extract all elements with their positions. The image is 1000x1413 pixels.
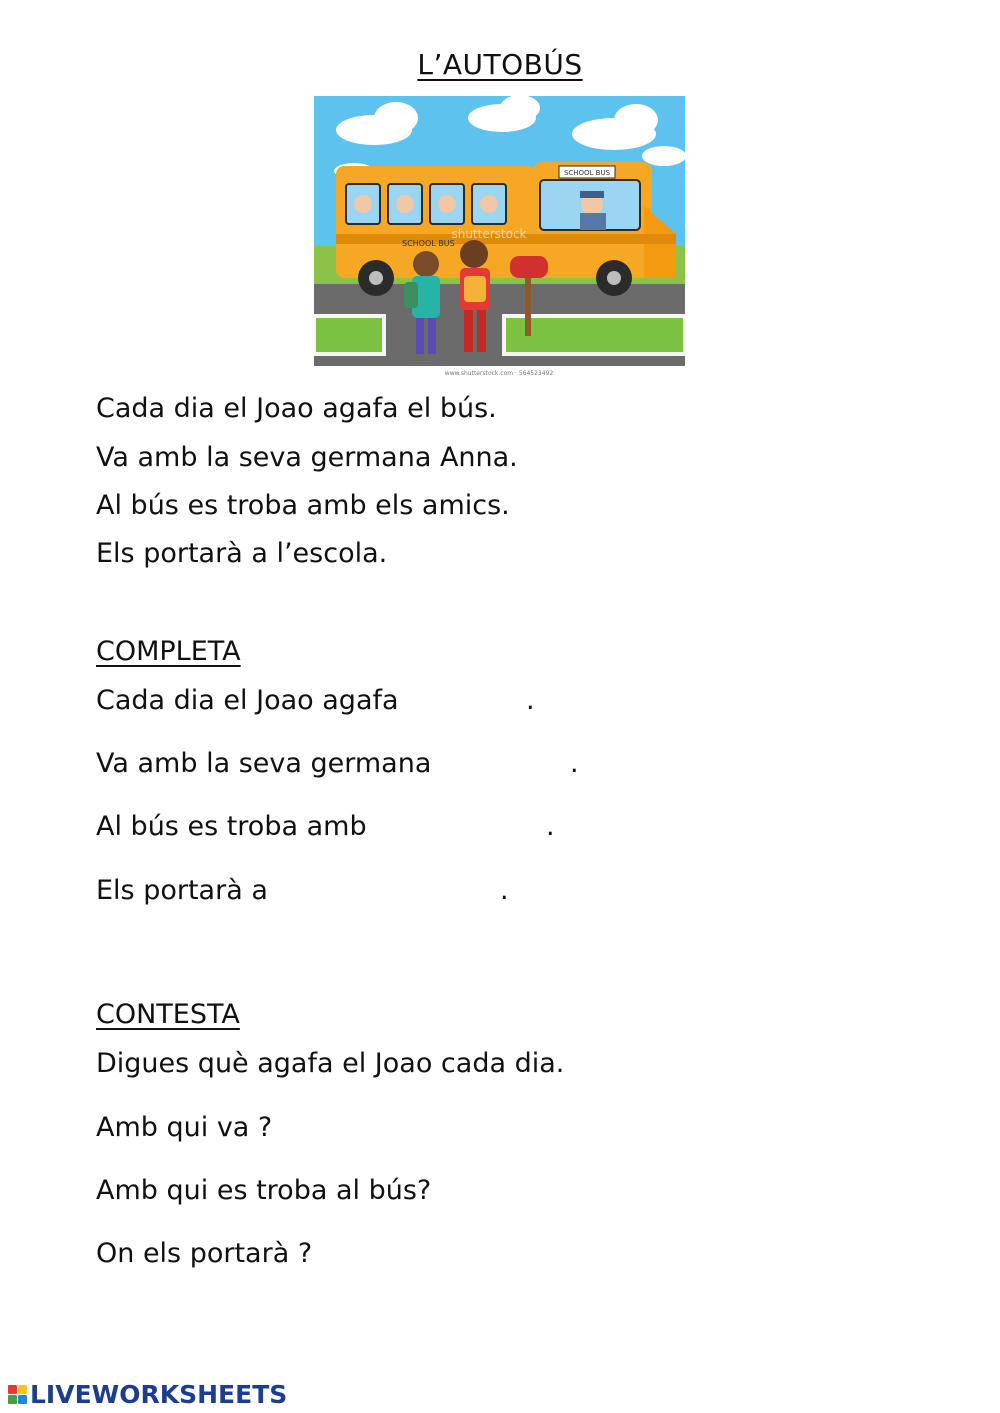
- completa-blank-3[interactable]: [384, 811, 542, 841]
- logo-square: [8, 1385, 17, 1394]
- contesta-question: Digues què agafa el Joao cada dia.: [96, 1048, 565, 1079]
- contesta-answer-2[interactable]: [96, 1143, 796, 1173]
- image-credit: www.shutterstock.com · 564523492: [444, 370, 554, 377]
- reading-line: Al bús es troba amb els amics.: [96, 490, 510, 521]
- watermark-text: shutterstock: [451, 227, 527, 241]
- contesta-question: Amb qui va ?: [96, 1112, 273, 1143]
- reading-line: Els portarà a l’escola.: [96, 538, 388, 569]
- completa-blank-2[interactable]: [434, 748, 566, 778]
- bus-side-label: SCHOOL BUS: [402, 239, 455, 248]
- bus-front-label: SCHOOL BUS: [563, 169, 611, 177]
- completa-item-end: .: [526, 685, 535, 716]
- completa-item-end: .: [546, 811, 555, 842]
- completa-item-text: Al bús es troba amb: [96, 811, 367, 842]
- logo-square: [18, 1385, 27, 1394]
- completa-item-text: Cada dia el Joao agafa: [96, 685, 399, 716]
- school-bus-illustration: [314, 96, 685, 378]
- completa-heading: COMPLETA: [96, 636, 241, 667]
- completa-blank-1[interactable]: [418, 685, 522, 715]
- contesta-heading: CONTESTA: [96, 999, 240, 1030]
- logo-square: [8, 1395, 17, 1404]
- completa-item-text: Va amb la seva germana: [96, 748, 432, 779]
- contesta-answer-1[interactable]: [96, 1080, 796, 1110]
- completa-item-end: .: [570, 748, 579, 779]
- completa-blank-4[interactable]: [286, 875, 496, 905]
- contesta-answer-3[interactable]: [96, 1207, 796, 1237]
- logo-grid-icon: [8, 1385, 27, 1404]
- contesta-question: On els portarà ?: [96, 1238, 313, 1269]
- liveworksheets-logo: [8, 1380, 287, 1409]
- completa-item-text: Els portarà a: [96, 875, 268, 906]
- reading-line: Va amb la seva germana Anna.: [96, 442, 518, 473]
- logo-text: LIVEWORKSHEETS: [30, 1380, 288, 1409]
- contesta-question: Amb qui es troba al bús?: [96, 1175, 432, 1206]
- logo-square: [18, 1395, 27, 1404]
- completa-item-end: .: [500, 875, 509, 906]
- worksheet-title: L’AUTOBÚS: [417, 48, 583, 81]
- contesta-answer-4[interactable]: [96, 1270, 796, 1300]
- reading-line: Cada dia el Joao agafa el bús.: [96, 393, 497, 424]
